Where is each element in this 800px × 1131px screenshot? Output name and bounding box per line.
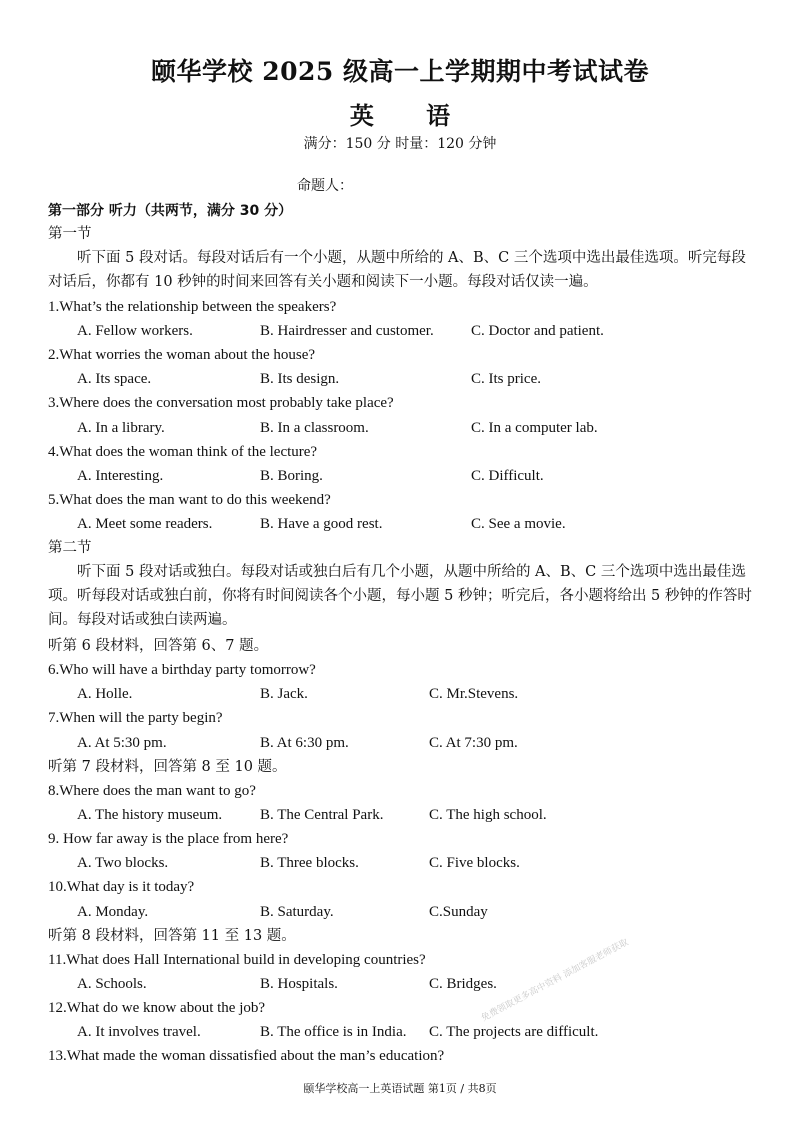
q6-option-c: C. Mr.Stevens. <box>429 686 519 702</box>
question-11: 11.What does Hall International build in developing countries? <box>48 952 426 968</box>
material-8-cue: 听第 8 段材料，回答第 11 至 13 题。 <box>48 928 296 944</box>
question-3: 3.Where does the conversation most probably take place? <box>48 395 394 411</box>
q12-option-c: C. The projects are difficult. <box>429 1024 599 1040</box>
q8-option-c: C. The high school. <box>429 807 547 823</box>
question-4: 4.What does the woman think of the lecture? <box>48 444 318 460</box>
q11-option-b: B. Hospitals. <box>260 976 338 992</box>
q3-option-c: C. In a computer lab. <box>471 420 598 436</box>
q5-option-a: A. Meet some readers. <box>77 516 213 532</box>
q12-option-b: B. The office is in India. <box>260 1024 407 1040</box>
q12-option-a: A. It involves travel. <box>77 1024 201 1040</box>
question-9: 9. How far away is the place from here? <box>48 831 289 847</box>
section2-instructions: 听下面 5 段对话或独白。每段对话或独白后有几个小题，从题中所给的 A、B、C 三个选项中选出最佳选项。听每段对话或独白前，你将有时间阅读各个小题，每小题 5 秒钟；听完后，各小题将给出 5 秒钟的作答时间。每段对话或独白读两遍。 <box>48 564 752 628</box>
section1-instructions: 听下面 5 段对话。每段对话后有一个小题，从题中所给的 A、B、C 三个选项中选出最佳选项。听完每段对话后，你都有 10 秒钟的时间来回答有关小题和阅读下一小题。每段对话仅读一遍。 <box>48 250 746 290</box>
question-12: 12.What do we know about the job? <box>48 1000 266 1016</box>
q1-option-a: A. Fellow workers. <box>77 323 193 339</box>
q6-option-a: A. Holle. <box>77 686 133 702</box>
question-10: 10.What day is it today? <box>48 879 195 895</box>
subject-title: 英 语 <box>349 101 473 130</box>
question-6: 6.Who will have a birthday party tomorrow? <box>48 662 316 678</box>
q7-option-b: B. At 6:30 pm. <box>260 735 349 751</box>
material-6-cue: 听第 6 段材料，回答第 6、7 题。 <box>48 638 269 654</box>
exam-title: 颐华学校 2025 级高一上学期期中考试试卷 <box>151 57 649 86</box>
part1-heading: 第一部分 听力（共两节，满分 30 分） <box>48 203 293 219</box>
material-7-cue: 听第 7 段材料，回答第 8 至 10 题。 <box>48 759 287 775</box>
q4-option-a: A. Interesting. <box>77 468 164 484</box>
q5-option-c: C. See a movie. <box>471 516 566 532</box>
question-setter: 命题人： <box>297 178 353 194</box>
q2-option-c: C. Its price. <box>471 371 541 387</box>
q11-option-c: C. Bridges. <box>429 976 497 992</box>
watermark: 免费领取更多高中资料 添加客服老师获取 <box>480 937 631 1024</box>
q9-option-c: C. Five blocks. <box>429 855 520 871</box>
question-7: 7.When will the party begin? <box>48 710 223 726</box>
q4-option-b: B. Boring. <box>260 468 323 484</box>
q10-option-b: B. Saturday. <box>260 904 334 920</box>
q10-option-a: A. Monday. <box>77 904 149 920</box>
q6-option-b: B. Jack. <box>260 686 308 702</box>
section1-label: 第一节 <box>48 226 92 242</box>
q10-option-c: C.Sunday <box>429 904 488 920</box>
q7-option-c: C. At 7:30 pm. <box>429 735 518 751</box>
question-13: 13.What made the woman dissatisfied about the man’s education? <box>48 1048 445 1064</box>
q4-option-c: C. Difficult. <box>471 468 544 484</box>
q9-option-b: B. Three blocks. <box>260 855 359 871</box>
question-2: 2.What worries the woman about the house? <box>48 347 316 363</box>
q8-option-a: A. The history museum. <box>77 807 223 823</box>
page-footer: 颐华学校高一上英语试题 第1页 / 共8页 <box>303 1082 497 1095</box>
q2-option-b: B. Its design. <box>260 371 340 387</box>
question-5: 5.What does the man want to do this weekend? <box>48 492 331 508</box>
section2-label: 第二节 <box>48 540 92 556</box>
q1-option-c: C. Doctor and patient. <box>471 323 604 339</box>
q1-option-b: B. Hairdresser and customer. <box>260 323 434 339</box>
q11-option-a: A. Schools. <box>77 976 147 992</box>
q9-option-a: A. Two blocks. <box>77 855 169 871</box>
q3-option-a: A. In a library. <box>77 420 165 436</box>
question-1: 1.What’s the relationship between the speakers? <box>48 299 337 315</box>
q2-option-a: A. Its space. <box>77 371 152 387</box>
q5-option-b: B. Have a good rest. <box>260 516 383 532</box>
exam-meta: 满分：150 分 时量：120 分钟 <box>303 136 497 152</box>
question-8: 8.Where does the man want to go? <box>48 783 256 799</box>
q8-option-b: B. The Central Park. <box>260 807 384 823</box>
q7-option-a: A. At 5:30 pm. <box>77 735 167 751</box>
q3-option-b: B. In a classroom. <box>260 420 369 436</box>
